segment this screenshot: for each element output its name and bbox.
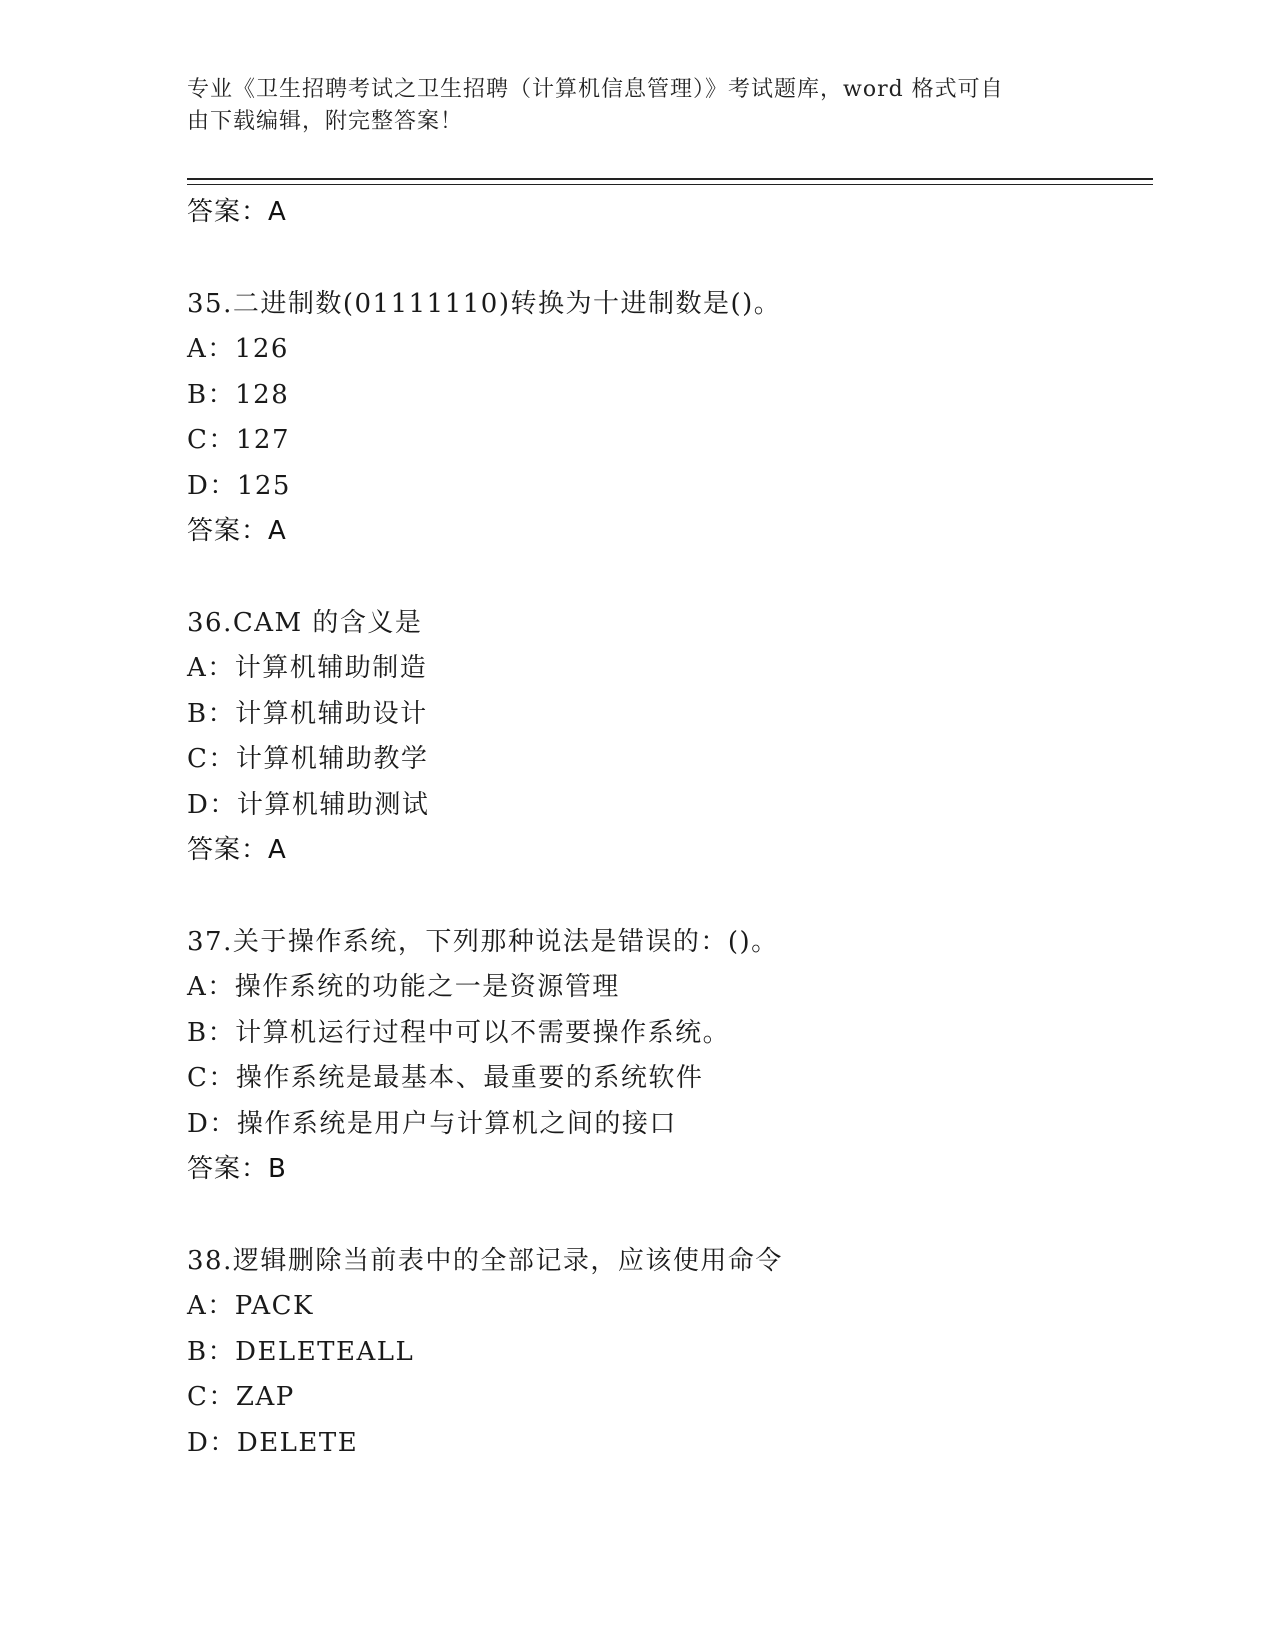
header-rule-thick <box>187 178 1153 180</box>
question-stem: 36.CAM 的含义是 <box>187 607 423 638</box>
option-b: B：DELETEALL <box>187 1336 415 1367</box>
header-line-2: 由下载编辑，附完整答案！ <box>187 109 464 134</box>
spacer <box>187 236 1147 282</box>
header-rule-thin <box>187 184 1153 185</box>
option-a: A：计算机辅助制造 <box>187 653 428 683</box>
question-stem: 37.关于操作系统，下列那种说法是错误的：()。 <box>187 926 779 957</box>
option-d: D：操作系统是用户与计算机之间的接口 <box>187 1108 677 1139</box>
option-a: A：操作系统的功能之一是资源管理 <box>187 972 620 1002</box>
option-a: A：126 <box>187 334 289 364</box>
question-stem: 38.逻辑删除当前表中的全部记录，应该使用命令 <box>187 1245 783 1276</box>
option-d: D：DELETE <box>187 1427 359 1458</box>
spacer <box>187 1193 1147 1239</box>
option-c: C：计算机辅助教学 <box>187 744 429 774</box>
option-c: C：操作系统是最基本、最重要的系统软件 <box>187 1063 704 1093</box>
option-c: C：127 <box>187 425 291 455</box>
document-header <box>187 74 1067 138</box>
header-line-1: 专业《卫生招聘考试之卫生招聘（计算机信息管理）》考试题库，word 格式可自 <box>187 77 1004 102</box>
spacer <box>187 874 1147 920</box>
question-35 <box>187 282 1147 555</box>
question-38 <box>187 1239 1147 1467</box>
answer-line: 答案：A <box>187 835 287 865</box>
option-b: B：计算机运行过程中可以不需要操作系统。 <box>187 1017 731 1048</box>
answer-line: 答案：A <box>187 516 287 546</box>
option-b: B：计算机辅助设计 <box>187 698 428 729</box>
answer-line: 答案：B <box>187 1154 287 1184</box>
spacer <box>187 555 1147 601</box>
option-c: C：ZAP <box>187 1382 295 1412</box>
question-stem: 35.二进制数(01111110)转换为十进制数是()。 <box>187 288 782 319</box>
option-d: D：计算机辅助测试 <box>187 789 430 820</box>
option-d: D：125 <box>187 470 291 501</box>
answer-line: 答案：A <box>187 197 287 227</box>
option-a: A：PACK <box>187 1291 314 1321</box>
question-37 <box>187 920 1147 1193</box>
option-b: B：128 <box>187 379 290 410</box>
question-list <box>187 190 1147 1466</box>
question-36 <box>187 601 1147 874</box>
